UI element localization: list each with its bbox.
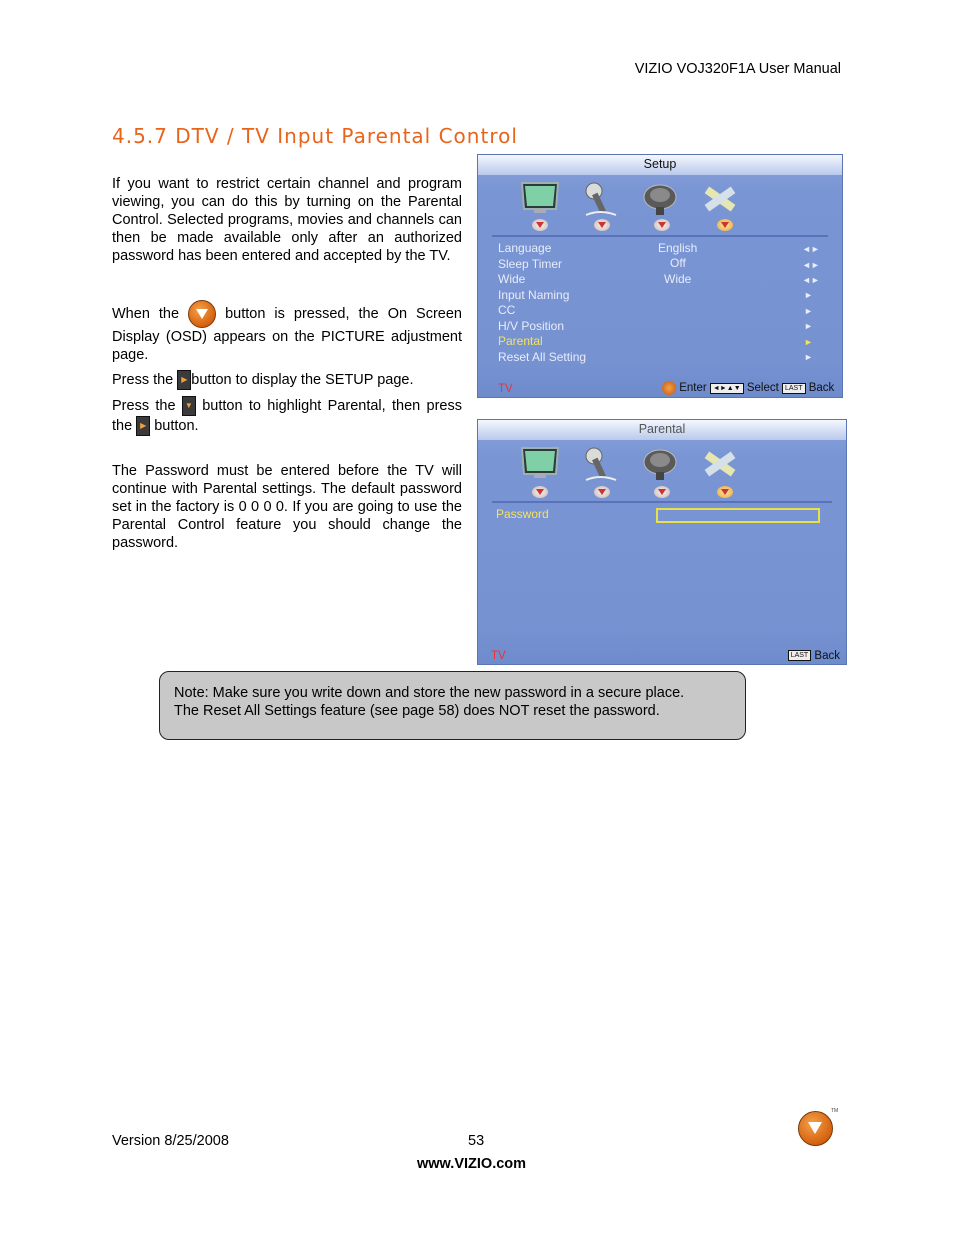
cc-arrow-icon[interactable]: ► [804,306,813,316]
trademark-mark: TM [831,1108,839,1114]
note-text [174,684,744,720]
speaker-audio-icon [576,444,624,484]
version-label: Version 8/25/2008 [112,1133,229,1149]
section-title: DTV / TV Input Parental Control [175,124,518,148]
osd-paragraph [112,300,462,364]
osd-parental-title: Parental [478,420,846,440]
back-label: Back [808,382,835,395]
picture-arrow-icon [532,486,548,498]
osd-parental-screen [477,419,847,665]
setup-text-after: button to display the SETUP page. [191,371,414,388]
menu-item-language[interactable]: Language [498,241,552,255]
audio-arrow-icon [594,486,610,498]
input-naming-arrow-icon[interactable]: ► [804,290,813,300]
wide-arrows-icon[interactable]: ◄► [802,275,820,285]
osd-source-label: TV [491,650,506,662]
language-value: English [658,241,698,255]
osd-text-before: When the [112,305,180,322]
select-arrows-key-icon: ◄►▲▼ [710,383,744,394]
menu-item-hv-position[interactable]: H/V Position [498,319,565,333]
audio-arrow-icon [594,219,610,231]
menu-item-cc[interactable]: CC [498,303,516,317]
intro-paragraph: If you want to restrict certain channel and program viewing, you can do this by turning on the Parental Control. Selected programs, movies and channels can then be made available only after an authorized password has been entered and accepted by the TV. [112,176,462,264]
osd-parental-footer-controls [788,650,840,662]
highlight-text-mid: button to highlight Parental, then press the [112,397,463,434]
section-heading [112,124,518,148]
hv-position-arrow-icon[interactable]: ► [804,321,813,331]
last-key-icon: LAST [782,383,806,394]
osd-source-label: TV [498,383,513,395]
osd-text-after: button is pressed, the On Screen Display (OSD) appears on the PICTURE adjustment page. [112,305,462,363]
manual-title: VIZIO VOJ320F1A User Manual [634,61,841,77]
enter-label: Enter [679,382,707,395]
sleep-timer-arrows-icon[interactable]: ◄► [802,260,820,270]
setup-paragraph [112,370,462,390]
menu-item-input-naming[interactable]: Input Naming [498,288,570,302]
osd-divider [492,235,828,237]
password-paragraph: The Password must be entered before the TV will continue with Parental settings. The default password set in the factory is 0 0 0 0. If you are going to use the Parental Control feature you should change the password. [112,463,462,551]
input-button-icon: ▶ [136,416,150,436]
satellite-dish-icon [636,444,684,484]
tv-arrow-icon [654,486,670,498]
menu-item-wide[interactable]: Wide [498,272,526,286]
tools-setup-icon [696,179,744,219]
back-label: Back [814,650,840,662]
note-line-1: Note: Make sure you write down and store the new password in a secure place. [174,685,685,701]
wide-value: Wide [664,272,692,286]
vizio-logo-icon [798,1111,833,1146]
satellite-dish-icon [636,179,684,219]
sleep-timer-value: Off [670,256,686,270]
reset-all-setting-arrow-icon[interactable]: ► [804,352,813,362]
channel-button-icon: ▼ [182,396,196,416]
osd-setup-footer-controls [662,381,834,395]
password-input[interactable] [656,508,820,523]
picture-arrow-icon [532,219,548,231]
highlight-text-after: button. [150,417,199,434]
menu-item-parental[interactable]: Parental [498,334,543,348]
input-button-icon: ▶ [177,370,191,390]
language-arrows-icon[interactable]: ◄► [802,244,820,254]
highlight-paragraph [112,396,462,436]
tv-picture-icon [516,179,564,219]
tv-arrow-icon [654,219,670,231]
speaker-audio-icon [576,179,624,219]
parental-arrow-icon[interactable]: ► [804,337,813,347]
tools-setup-icon [696,444,744,484]
page-number: 53 [468,1133,485,1149]
website-link[interactable]: www.VIZIO.com [417,1156,527,1172]
enter-v-icon [662,381,676,395]
setup-arrow-icon [717,219,733,231]
select-label: Select [746,382,779,395]
vizio-v-button-icon [188,300,216,328]
osd-setup-screen [477,154,843,398]
section-number: 4.5.7 [112,124,168,148]
note-line-2: The Reset All Settings feature (see page 58) does NOT reset the password. [174,703,660,719]
menu-item-reset-all-setting[interactable]: Reset All Setting [498,350,587,364]
tv-picture-icon [516,444,564,484]
osd-divider [492,501,832,503]
osd-setup-title: Setup [478,155,842,175]
menu-item-sleep-timer[interactable]: Sleep Timer [498,257,563,271]
setup-arrow-icon [717,486,733,498]
last-key-icon: LAST [788,650,812,661]
password-label: Password [496,507,549,521]
setup-text-before: Press the [112,371,178,388]
highlight-text-before: Press the [112,397,182,414]
